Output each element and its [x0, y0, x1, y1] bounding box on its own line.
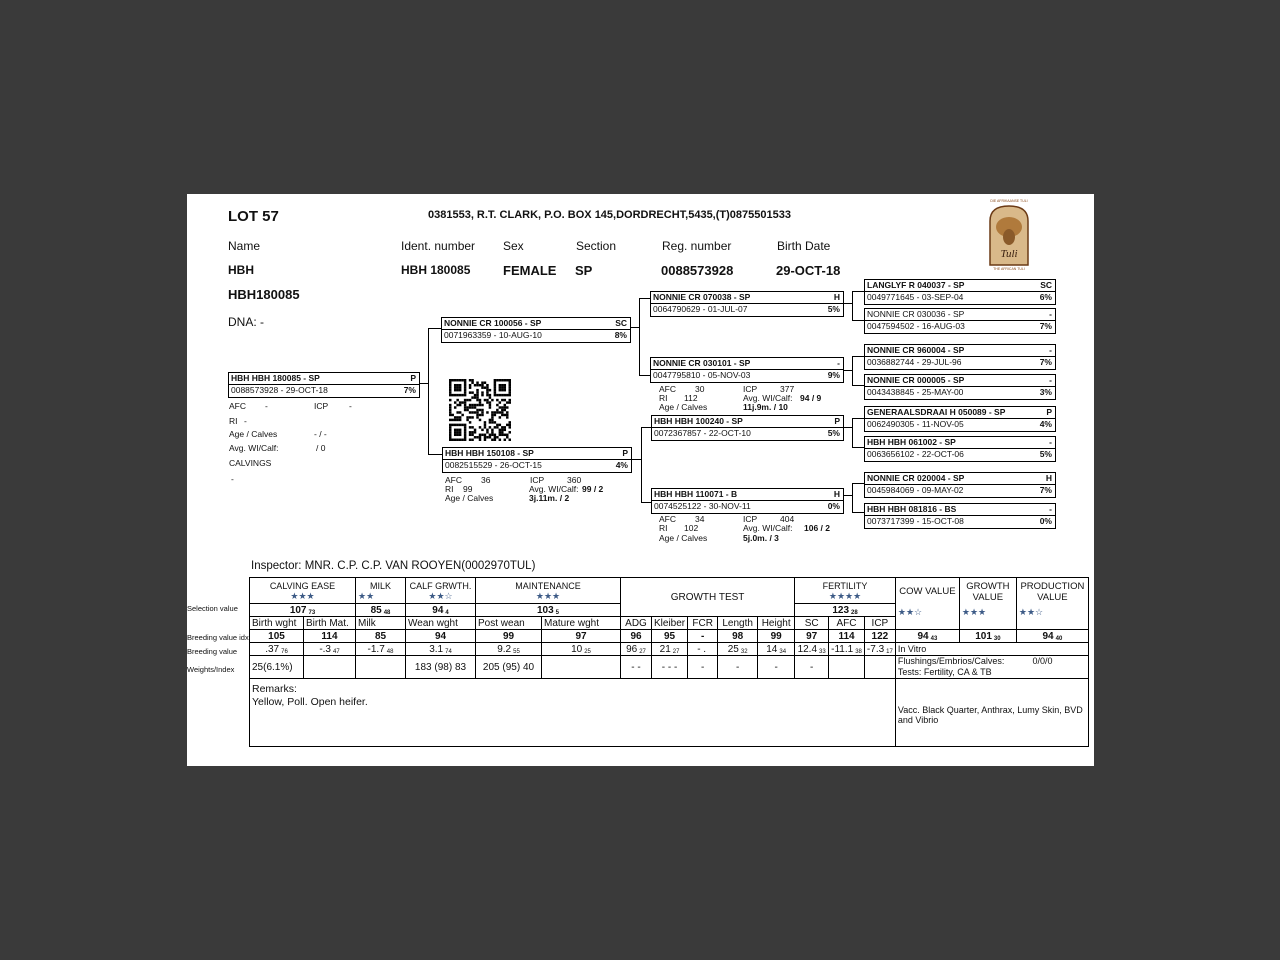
calf-stars: ★★☆ [428, 590, 453, 601]
dam-afc-label: AFC [445, 475, 462, 485]
cow-value: 94 [917, 630, 929, 642]
gp4-wi-label: Avg. WI/Calf: [743, 523, 793, 533]
ggp-reg: 0047594502 - 16-AUG-03 [867, 321, 965, 331]
gp4-icp-label: ICP [743, 514, 758, 524]
table-row [250, 656, 1089, 679]
in-vitro-cell: In Vitro [895, 643, 1088, 656]
name-label: Name [228, 239, 261, 253]
grandparent-box-4 [651, 488, 844, 514]
breeding-index-cell: 99 [476, 630, 542, 643]
dam-box [442, 447, 632, 473]
qr-code [449, 379, 511, 441]
lot-number: LOT 57 [228, 208, 279, 225]
tuli-logo-icon [981, 197, 1037, 271]
great-grandparent-box-1 [864, 279, 1056, 305]
subject-ri-label: RI [229, 416, 238, 426]
breeding-value-cell [476, 643, 542, 656]
breeding-index-cell: 94 [406, 630, 476, 643]
sire-box [441, 317, 631, 343]
column-header: AFC [829, 617, 865, 630]
ggp-title: NONNIE CR 020004 - SP [867, 473, 965, 483]
reg-value: 0088573928 [661, 263, 734, 278]
breeding-index-cell: 96 [621, 630, 652, 643]
birth-label: Birth Date [777, 239, 831, 253]
sel-fert: 123 [832, 604, 850, 616]
breeding-index-cell: 85 [356, 630, 406, 643]
tuli-logo [981, 197, 1037, 271]
breeding-value-acc: 17 [886, 648, 893, 655]
flushings-line [898, 656, 1086, 667]
dam-age-label: Age / Calves [445, 493, 494, 503]
gp-tag: P [834, 416, 840, 426]
lot-sheet [187, 194, 1094, 766]
great-grandparent-box-6 [864, 436, 1056, 462]
gp-pct: 5% [827, 428, 840, 438]
breeding-value: 10 [571, 643, 583, 655]
cow-value-cell [895, 630, 959, 643]
column-header: Birth wght [250, 617, 304, 630]
subject-afc-value: - [265, 401, 268, 411]
sel-maint-acc: 5 [555, 609, 560, 616]
dam-ri-value: 99 [463, 484, 473, 494]
ggp-tag: - [1049, 345, 1052, 355]
ggp-title: NONNIE CR 030036 - SP [867, 309, 965, 319]
gp-title: HBH HBH 110071 - B [654, 489, 738, 499]
breeding-value: 21 [659, 643, 671, 655]
gp2-age-value: 11j.9m. / 10 [743, 402, 788, 412]
dam-icp-value: 360 [567, 475, 582, 485]
weight-index-cell: - [718, 656, 758, 679]
grandparent-box-1 [650, 291, 844, 317]
subject-reg: 0088573928 - 29-OCT-18 [231, 385, 328, 395]
gp-reg: 0047795810 - 05-NOV-03 [653, 370, 751, 380]
ggp-reg: 0036882744 - 29-JUL-96 [867, 357, 962, 367]
gp4-wi-value: 106 / 2 [804, 523, 830, 533]
gp-pct: 5% [827, 304, 840, 314]
calvings-label: CALVINGS [229, 458, 272, 468]
fertility-stars: ★★★★ [828, 590, 862, 601]
gp2-wi-label: Avg. WI/Calf: [743, 393, 793, 403]
production-value-header: PRODUCTION VALUE [1020, 581, 1085, 603]
ggp-title: HBH HBH 061002 - SP [867, 437, 956, 447]
subject-afc-label: AFC [229, 401, 246, 411]
breeding-index-cell: 97 [542, 630, 621, 643]
column-header: SC [795, 617, 829, 630]
production-value-acc: 40 [1055, 635, 1063, 642]
reg-label: Reg. number [662, 239, 732, 253]
gp2-age-label: Age / Calves [659, 402, 708, 412]
sel-calving: 107 [289, 604, 307, 616]
gp-pct: 0% [827, 501, 840, 511]
ggp-tag: H [1045, 473, 1052, 483]
gp2-afc-value: 30 [695, 384, 705, 394]
gp4-afc-label: AFC [659, 514, 676, 524]
great-grandparent-box-3 [864, 344, 1056, 370]
weight-index-cell [542, 656, 621, 679]
breeding-value-acc: 48 [386, 648, 394, 655]
logo-name: Tuli [1000, 248, 1018, 260]
production-value-cell [1016, 630, 1088, 643]
breeding-value: .37 [265, 643, 280, 655]
side-label-breeding-idx: Breeding value idx [187, 633, 249, 642]
side-label-weights: Weights/Index [187, 665, 235, 674]
weight-index-cell [304, 656, 356, 679]
column-header: FCR [688, 617, 718, 630]
ggp-pct: 5% [1039, 449, 1052, 459]
table-row [250, 630, 1089, 643]
breeding-value: 9.2 [497, 643, 512, 655]
production-value-stars: ★★☆ [1018, 607, 1044, 617]
subject-age-value: - / - [314, 429, 327, 439]
breeding-value-cell [688, 643, 718, 656]
ggp-tag: - [1049, 437, 1052, 447]
grandparent-box-2 [650, 357, 844, 383]
gp-title: HBH HBH 100240 - SP [654, 416, 743, 426]
weight-index-cell [864, 656, 895, 679]
tests-text: Tests: Fertility, CA & TB [897, 667, 992, 677]
weight-index-cell: - [795, 656, 829, 679]
ggp-tag: - [1049, 375, 1052, 385]
gp2-icp-label: ICP [743, 384, 758, 394]
ggp-reg: 0043438845 - 25-MAY-00 [867, 387, 964, 397]
gp-tag: H [833, 292, 840, 302]
dna-status: DNA: - [228, 315, 264, 329]
gp4-age-label: Age / Calves [659, 533, 708, 543]
ggp-pct: 0% [1039, 516, 1052, 526]
breeding-index-cell: 114 [829, 630, 865, 643]
dam-icp-label: ICP [530, 475, 545, 485]
subject-wi-label: Avg. WI/Calf: [229, 443, 279, 453]
sire-pct: 8% [614, 330, 627, 340]
breeding-value: -.3 [319, 643, 331, 655]
breeding-value-cell [542, 643, 621, 656]
weight-index-cell: - - - [652, 656, 688, 679]
growth-test-header: GROWTH TEST [621, 578, 795, 617]
sel-calf: 94 [432, 604, 444, 616]
grandparent-box-3 [651, 415, 844, 441]
breeding-index-cell: - [688, 630, 718, 643]
maintenance-stars: ★★★ [535, 590, 561, 601]
column-header: ADG [621, 617, 652, 630]
remarks-text: Yellow, Poll. Open heifer. [252, 696, 368, 708]
dam-age-value: 3j.11m. / 2 [529, 493, 570, 503]
breeding-value-cell [304, 643, 356, 656]
ggp-pct: 4% [1039, 419, 1052, 429]
subject-tag: P [410, 373, 416, 383]
sire-reg: 0071963359 - 10-AUG-10 [444, 330, 542, 340]
breeding-value: -7.3 [866, 643, 885, 655]
breeding-value-cell [864, 643, 895, 656]
inspector: Inspector: MNR. C.P. C.P. VAN ROOYEN(0002970TUL) [251, 560, 536, 572]
breeding-value-cell [406, 643, 476, 656]
growth-value-stars: ★★★ [961, 607, 987, 617]
evaluation-table [249, 577, 1089, 747]
gp4-age-value: 5j.0m. / 3 [743, 533, 779, 543]
calving-ease-header: CALVING EASE [269, 580, 336, 591]
great-grandparent-box-8 [864, 503, 1056, 529]
breeding-value-cell [621, 643, 652, 656]
animal-id: HBH180085 [228, 287, 300, 302]
column-header: Height [758, 617, 795, 630]
breeding-value-acc: 38 [855, 648, 862, 655]
milk-stars: ★★ [358, 590, 375, 601]
ggp-tag: - [1049, 309, 1052, 319]
subject-box [228, 372, 420, 398]
breeding-value: - . [697, 643, 707, 655]
breeding-value-cell [795, 643, 829, 656]
breeding-index-cell: 114 [304, 630, 356, 643]
ggp-title: NONNIE CR 960004 - SP [867, 345, 965, 355]
breeding-value-acc: 47 [332, 648, 340, 655]
breeding-value-cell [829, 643, 865, 656]
ggp-tag: SC [1040, 280, 1052, 290]
breeding-index-cell: 98 [718, 630, 758, 643]
ggp-title: HBH HBH 081816 - BS [867, 504, 957, 514]
breeding-value: 12.4 [797, 643, 818, 655]
breeding-value-acc: 55 [513, 648, 520, 655]
weight-index-cell: 205 (95) 40 [476, 656, 542, 679]
gp4-ri-value: 102 [684, 523, 699, 533]
logo-bottom-text: THE AFRICAN TULI [993, 267, 1025, 271]
weight-index-cell: - [688, 656, 718, 679]
breeding-value-acc: 76 [281, 648, 288, 655]
breeding-value-cell [250, 643, 304, 656]
breeding-value-cell [718, 643, 758, 656]
column-header: Kleiber [652, 617, 688, 630]
ggp-reg: 0045984069 - 09-MAY-02 [867, 485, 964, 495]
flushings-value: 0/0/0 [1032, 656, 1053, 666]
sel-fert-acc: 28 [851, 609, 858, 616]
gp-title: NONNIE CR 030101 - SP [653, 358, 751, 368]
weight-index-cell: 183 (98) 83 [406, 656, 476, 679]
milk-header: MILK [369, 580, 391, 591]
calving-stars: ★★★ [290, 590, 315, 601]
flushings-cell [895, 656, 1088, 679]
gp4-afc-value: 34 [695, 514, 705, 524]
column-header: Length [718, 617, 758, 630]
column-header: Milk [356, 617, 406, 630]
ggp-reg: 0073717399 - 15-OCT-08 [867, 516, 964, 526]
breeding-index-cell: 97 [795, 630, 829, 643]
dam-reg: 0082515529 - 26-OCT-15 [445, 460, 542, 470]
breeding-value-acc: 27 [672, 648, 680, 655]
breeder-info: 0381553, R.T. CLARK, P.O. BOX 145,DORDRECHT,5435,(T)0875501533 [428, 209, 791, 221]
logo-top-text: DIE AFRIKAANSE TULI [990, 199, 1028, 203]
sex-label: Sex [503, 239, 524, 253]
table-row [250, 578, 1089, 604]
breeding-value: 96 [626, 643, 638, 655]
weight-index-cell: 25(6.1%) [250, 656, 304, 679]
dam-wi-value: 99 / 2 [582, 484, 604, 494]
breeding-value-acc: 74 [445, 648, 452, 655]
gp-reg: 0064790629 - 01-JUL-07 [653, 304, 748, 314]
section-label: Section [576, 239, 617, 253]
ggp-pct: 6% [1039, 292, 1052, 302]
column-header: Mature wght [542, 617, 621, 630]
ggp-tag: - [1049, 504, 1052, 514]
great-grandparent-box-5 [864, 406, 1056, 432]
ggp-pct: 7% [1039, 321, 1052, 331]
ggp-pct: 3% [1039, 387, 1052, 397]
table-row [250, 643, 1089, 656]
ggp-title: GENERAALSDRAAI H 050089 - SP [867, 407, 1006, 417]
growth-value-acc: 30 [993, 635, 1001, 642]
maintenance-header: MAINTENANCE [515, 580, 581, 591]
dam-title: HBH HBH 150108 - SP [445, 448, 534, 458]
subject-wi-value: / 0 [316, 443, 326, 453]
gp2-afc-label: AFC [659, 384, 676, 394]
subject-icp-label: ICP [314, 401, 329, 411]
breeding-value-cell [356, 643, 406, 656]
sel-milk: 85 [370, 604, 382, 616]
breeding-value-acc: 34 [779, 648, 787, 655]
subject-ri-value: - [244, 416, 247, 426]
gp2-ri-value: 112 [684, 393, 698, 403]
ggp-pct: 7% [1039, 485, 1052, 495]
fertility-header: FERTILITY [822, 580, 868, 591]
breeding-index-cell: 95 [652, 630, 688, 643]
side-label-selection: Selection value [187, 604, 238, 613]
gp-reg: 0074525122 - 30-NOV-11 [654, 501, 751, 511]
gp-tag: - [837, 358, 840, 368]
dam-tag: P [622, 448, 628, 458]
name-value: HBH [228, 263, 254, 277]
remarks-label: Remarks: [252, 683, 297, 695]
cow-value-acc: 43 [930, 635, 938, 642]
breeding-value: 14 [766, 643, 778, 655]
flushings-label: Flushings/Embrios/Calves: [897, 656, 1005, 666]
breeding-value-acc: 27 [639, 648, 646, 655]
sel-calf-acc: 4 [445, 609, 449, 616]
gp-title: NONNIE CR 070038 - SP [653, 292, 751, 302]
sel-calving-acc: 73 [308, 609, 316, 616]
vaccination-text: Vacc. Black Quarter, Anthrax, Lumy Skin, BVD and Vibrio [897, 705, 1083, 725]
birth-value: 29-OCT-18 [776, 263, 841, 278]
breeding-value-acc: 32 [740, 648, 748, 655]
sel-milk-acc: 48 [383, 609, 391, 616]
gp2-wi-value: 94 / 9 [800, 393, 822, 403]
subject-title: HBH HBH 180085 - SP [231, 373, 320, 383]
breeding-value: -1.7 [367, 643, 385, 655]
breeding-index-cell: 99 [758, 630, 795, 643]
cow-value-header: COW VALUE [899, 586, 956, 597]
ggp-reg: 0062490305 - 11-NOV-05 [867, 419, 964, 429]
gp2-icp-value: 377 [780, 384, 795, 394]
calf-growth-header: CALF GRWTH. [409, 580, 472, 591]
gp-tag: H [833, 489, 840, 499]
dam-ri-label: RI [445, 484, 454, 494]
ggp-pct: 7% [1039, 357, 1052, 367]
ggp-reg: 0049771645 - 03-SEP-04 [867, 292, 964, 302]
breeding-index-cell: 122 [864, 630, 895, 643]
breeding-value-acc: 25 [584, 648, 591, 655]
ggp-reg: 0063656102 - 22-OCT-06 [867, 449, 964, 459]
breeding-value-acc: 33 [819, 648, 826, 655]
ident-value: HBH 180085 [401, 263, 471, 277]
breeding-value-cell [652, 643, 688, 656]
gp-reg: 0072367857 - 22-OCT-10 [654, 428, 751, 438]
sire-tag: SC [615, 318, 627, 328]
weight-index-cell: - - [621, 656, 652, 679]
column-header: Post wean [476, 617, 542, 630]
production-value: 94 [1042, 630, 1054, 642]
column-header: ICP [864, 617, 895, 630]
sex-value: FEMALE [503, 263, 557, 278]
subject-pct: 7% [403, 385, 416, 395]
qr-code-icon [449, 379, 511, 441]
section-value: SP [575, 263, 593, 278]
cow-value-stars: ★★☆ [897, 607, 923, 617]
weight-index-cell: - [758, 656, 795, 679]
breeding-value: 3.1 [429, 643, 444, 655]
gp4-ri-label: RI [659, 523, 668, 533]
breeding-value-cell [758, 643, 795, 656]
growth-value-cell [959, 630, 1016, 643]
ggp-title: LANGLYF R 040037 - SP [867, 280, 965, 290]
breeding-index-cell: 105 [250, 630, 304, 643]
breeding-value: -11.1 [831, 643, 854, 655]
growth-value: 101 [975, 630, 992, 642]
gp-pct: 9% [827, 370, 840, 380]
column-header: Wean wght [406, 617, 476, 630]
gp4-icp-value: 404 [780, 514, 795, 524]
dam-wi-label: Avg. WI/Calf: [529, 484, 579, 494]
ggp-title: NONNIE CR 000005 - SP [867, 375, 965, 385]
great-grandparent-box-4 [864, 374, 1056, 400]
subject-icp-value: - [349, 401, 352, 411]
weight-index-cell [829, 656, 865, 679]
growth-value-header: GROWTH VALUE [966, 581, 1010, 603]
table-row [250, 679, 1089, 747]
subject-age-label: Age / Calves [229, 429, 278, 439]
weight-index-cell [356, 656, 406, 679]
sel-maint: 103 [536, 604, 554, 616]
ident-label: Ident. number [401, 239, 476, 253]
side-label-breeding-value: Breeding value [187, 647, 238, 656]
dam-afc-value: 36 [481, 475, 491, 485]
sire-title: NONNIE CR 100056 - SP [444, 318, 542, 328]
column-header: Birth Mat. [304, 617, 356, 630]
dam-pct: 4% [615, 460, 628, 470]
ggp-tag: P [1046, 407, 1052, 417]
great-grandparent-box-2 [864, 308, 1056, 334]
great-grandparent-box-7 [864, 472, 1056, 498]
calvings-value: - [231, 474, 234, 484]
breeding-value: 25 [727, 643, 739, 655]
gp2-ri-label: RI [659, 393, 668, 403]
